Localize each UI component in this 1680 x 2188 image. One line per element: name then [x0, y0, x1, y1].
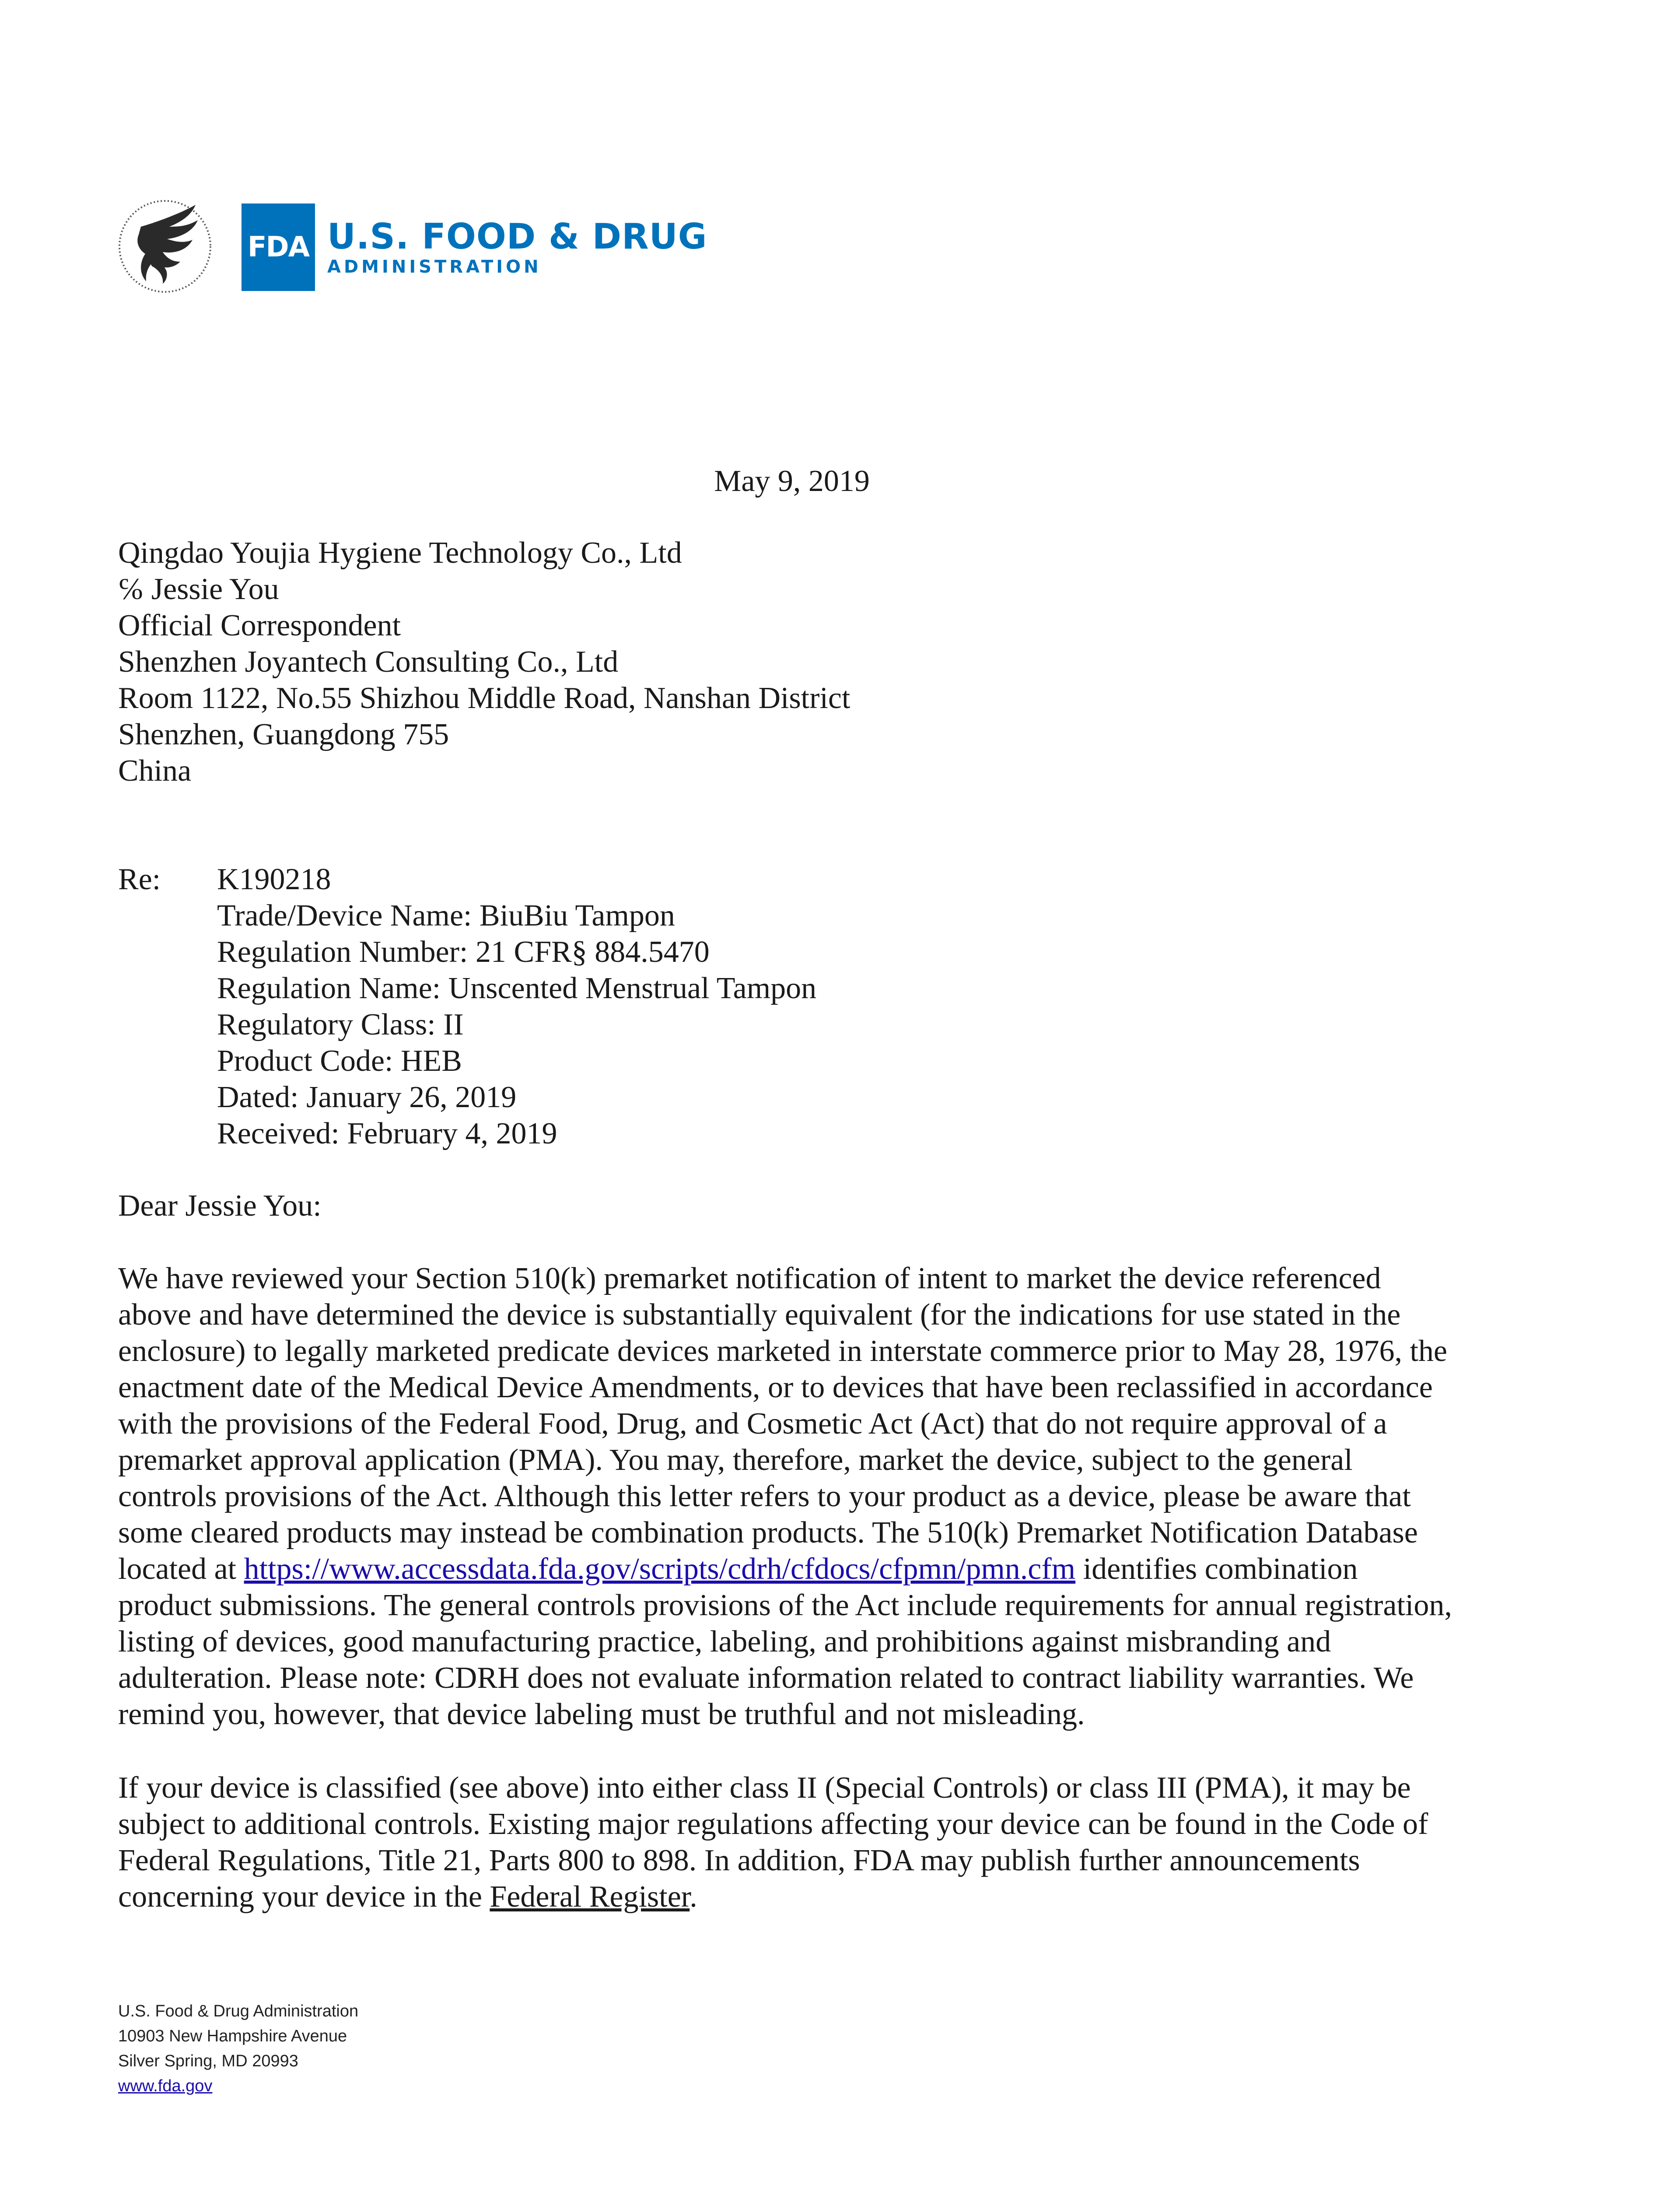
- text-line: subject to additional controls. Existing major regulations affecting your device can be found in the Code of: [118, 1807, 1428, 1841]
- text-line: controls provisions of the Act. Although this letter refers to your product as a device, please be aware that: [118, 1480, 1411, 1513]
- text-line: adulteration. Please note: CDRH does not evaluate information related to contract liability warranties. We: [118, 1661, 1414, 1695]
- re-line: Trade/Device Name: BiuBiu Tampon: [217, 899, 675, 933]
- address-line: China: [118, 754, 192, 788]
- federal-register-prefix: concerning your device in the: [118, 1880, 490, 1914]
- federal-register-suffix: .: [690, 1880, 697, 1914]
- text-line: listing of devices, good manufacturing practice, labeling, and prohibitions against misbranding and: [118, 1625, 1331, 1659]
- address-line: ℅ Jessie You: [118, 572, 279, 606]
- fda-logo: [242, 203, 707, 291]
- address-line: Shenzhen Joyantech Consulting Co., Ltd: [118, 645, 619, 679]
- text-line: enactment date of the Medical Device Amendments, or to devices that have been reclassified in accordance: [118, 1371, 1433, 1404]
- text-line-with-underline: [118, 1879, 1562, 1915]
- re-label: Re:: [118, 863, 161, 896]
- text-line: If your device is classified (see above) into either class II (Special Controls) or class III (PMA), it may be: [118, 1771, 1411, 1805]
- re-line: Regulatory Class: II: [217, 1008, 464, 1041]
- text-line: with the provisions of the Federal Food, Drug, and Cosmetic Act (Act) that do not require approval of a: [118, 1407, 1387, 1441]
- address-line: Room 1122, No.55 Shizhou Middle Road, Nanshan District: [118, 681, 850, 715]
- salutation: Dear Jessie You:: [118, 1189, 322, 1223]
- recipient-address: [118, 535, 850, 789]
- address-line: Qingdao Youjia Hygiene Technology Co., Ltd: [118, 536, 682, 570]
- pmn-database-link[interactable]: https://www.accessdata.fda.gov/scripts/cdrh/cfdocs/cfpmn/pmn.cfm: [244, 1552, 1076, 1586]
- text-line: enclosure) to legally marketed predicate devices marketed in interstate commerce prior to May 28, 1976, the: [118, 1334, 1447, 1368]
- re-line: Product Code: HEB: [217, 1044, 462, 1078]
- re-line: Regulation Name: Unscented Menstrual Tampon: [217, 971, 817, 1005]
- re-line: Received: February 4, 2019: [217, 1117, 557, 1150]
- re-details: [217, 861, 816, 1152]
- paragraph-1: [118, 1260, 1562, 1732]
- text-line: above and have determined the device is substantially equivalent (for the indications for use stated in the: [118, 1298, 1401, 1332]
- letter-date: May 9, 2019: [714, 464, 870, 498]
- footer-line: 10903 New Hampshire Avenue: [118, 2027, 347, 2045]
- text-line: We have reviewed your Section 510(k) premarket notification of intent to market the device referenced: [118, 1262, 1381, 1295]
- footer-address: [118, 1999, 358, 2099]
- re-line: K190218: [217, 863, 331, 896]
- footer-line: Silver Spring, MD 20993: [118, 2052, 298, 2070]
- text-line: remind you, however, that device labeling must be truthful and not misleading.: [118, 1697, 1085, 1731]
- agency-subname: ADMINISTRATION: [327, 257, 542, 277]
- text-line: Federal Regulations, Title 21, Parts 800 to 898. In addition, FDA may publish further announcements: [118, 1844, 1360, 1877]
- text-line: some cleared products may instead be combination products. The 510(k) Premarket Notification Database: [118, 1516, 1418, 1550]
- text-line: premarket approval application (PMA). You may, therefore, market the device, subject to the general: [118, 1443, 1353, 1477]
- hhs-eagle-seal-icon: [115, 196, 215, 297]
- fda-wordmark: [327, 217, 707, 277]
- re-line: Dated: January 26, 2019: [217, 1080, 517, 1114]
- reference-block: [118, 861, 816, 1152]
- address-line: Official Correspondent: [118, 609, 401, 642]
- federal-register-text: Federal Register: [490, 1880, 690, 1914]
- address-line: Shenzhen, Guangdong 755: [118, 718, 449, 751]
- footer-line: U.S. Food & Drug Administration: [118, 2002, 359, 2020]
- re-line: Regulation Number: 21 CFR§ 884.5470: [217, 935, 710, 969]
- agency-name: U.S. FOOD & DRUG: [327, 216, 707, 257]
- fda-box-mark: FDA: [242, 203, 315, 291]
- fda-website-link[interactable]: www.fda.gov: [118, 2077, 213, 2095]
- text-line: product submissions. The general controls provisions of the Act include requirements for annual registration,: [118, 1588, 1452, 1622]
- paragraph-2: [118, 1770, 1562, 1915]
- link-suffix: identifies combination: [1075, 1552, 1358, 1586]
- link-prefix: located at: [118, 1552, 244, 1586]
- text-line-with-link: [118, 1551, 1562, 1587]
